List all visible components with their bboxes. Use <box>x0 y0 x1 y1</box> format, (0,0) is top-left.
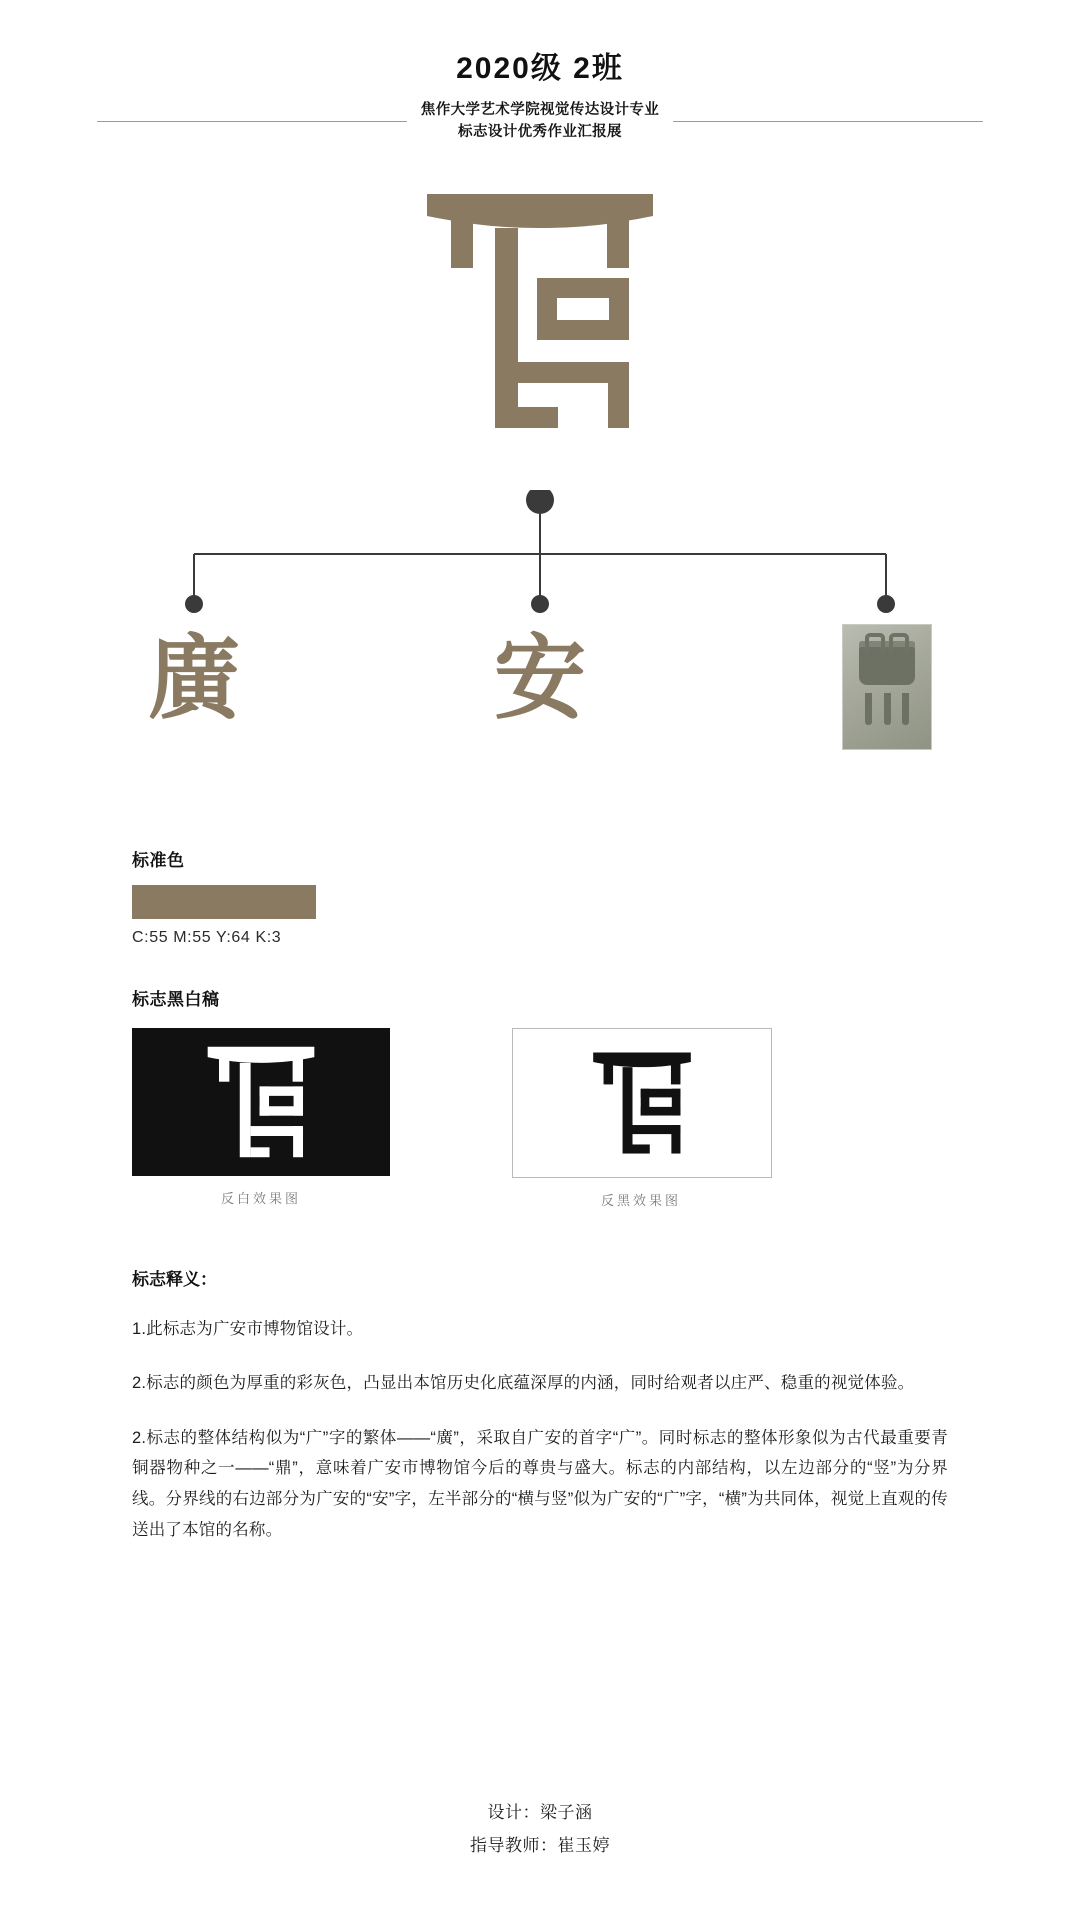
derivation-glyph-label: 廣 <box>148 623 241 732</box>
connector-node-left <box>185 595 203 613</box>
footer-designer: 设计：梁子涵 <box>487 1803 593 1823</box>
derivation-item-guang <box>148 623 241 732</box>
bw-block-reverse-white <box>132 1028 390 1209</box>
divider-left <box>97 121 407 122</box>
poster-footer <box>0 1797 1080 1862</box>
ding-shape <box>859 641 915 685</box>
explanation-paragraph-1: 1.此标志为广安市博物馆设计。 <box>132 1319 364 1338</box>
divider-right <box>673 121 983 122</box>
explanation-paragraph-3: 2.标志的整体结构似为“广”字的繁体——“廣”，采取自广安的首字“广”。同时标志的整体形象似为古代最重要青铜器物种之一——“鼎”，意味着广安市博物馆今后的尊贵与盛大。标志的内部结构，以左边部分的“竖”为分界线。分界线的右边部分为广安的“安”字，左半部分的“横与竖”似为广安的“广”字，“横”为共同体，视觉上直观的传送出了本馆的名称。 <box>132 1428 948 1539</box>
connector-lines <box>0 490 1080 620</box>
ding-leg-middle <box>884 693 891 725</box>
standard-color-title: 标准色 <box>132 850 185 870</box>
explanation-title: 标志释义： <box>132 1269 217 1289</box>
logo-mark-white <box>202 1043 320 1161</box>
main-logo-stage <box>0 186 1080 486</box>
header-subtitle-line2: 标志设计优秀作业汇报展 <box>458 124 622 141</box>
bw-preview-white-bg <box>512 1028 772 1178</box>
poster-header <box>0 0 1080 144</box>
derivation-item-ding <box>842 624 932 750</box>
standard-color-section <box>132 846 948 947</box>
ding-handle-left <box>865 633 885 653</box>
ding-artifact-image <box>842 624 932 750</box>
color-swatch <box>132 885 316 919</box>
page-title: 2020级 2班 <box>456 52 624 85</box>
bw-section <box>132 985 948 1209</box>
ding-leg-right <box>902 693 909 725</box>
ding-leg-left <box>865 693 872 725</box>
header-subtitle-line1: 焦作大学艺术学院视觉传达设计专业 <box>420 102 660 118</box>
header-subtitle <box>407 99 673 144</box>
derivation-glyph-label: 安 <box>494 623 587 732</box>
logo-mark-black <box>592 1049 692 1157</box>
connector-node-center <box>531 595 549 613</box>
header-rule-row <box>0 99 1080 144</box>
main-logo-mark <box>425 186 655 436</box>
bw-row <box>132 1028 948 1209</box>
connector-node-right <box>877 595 895 613</box>
bw-block-reverse-black <box>512 1028 770 1209</box>
explanation-paragraph-2: 2.标志的颜色为厚重的彩灰色，凸显出本馆历史化底蕴深厚的内涵，同时给观者以庄严、稳重的视觉体验。 <box>132 1374 915 1393</box>
bw-preview-black-bg <box>132 1028 390 1176</box>
bw-section-title: 标志黑白稿 <box>132 989 220 1009</box>
bw-caption: 反白效果图 <box>220 1190 301 1206</box>
derivation-row <box>0 620 1080 780</box>
connector-diagram <box>0 490 1080 620</box>
connector-root-node <box>526 490 554 514</box>
ding-handle-right <box>889 633 909 653</box>
bw-caption: 反黑效果图 <box>600 1192 681 1208</box>
explanation-section <box>132 1265 948 1545</box>
footer-instructor: 指导教师：崔玉婷 <box>470 1835 610 1855</box>
derivation-item-an <box>494 623 587 732</box>
color-code-label: C:55 M:55 Y:64 K:3 <box>132 928 282 946</box>
